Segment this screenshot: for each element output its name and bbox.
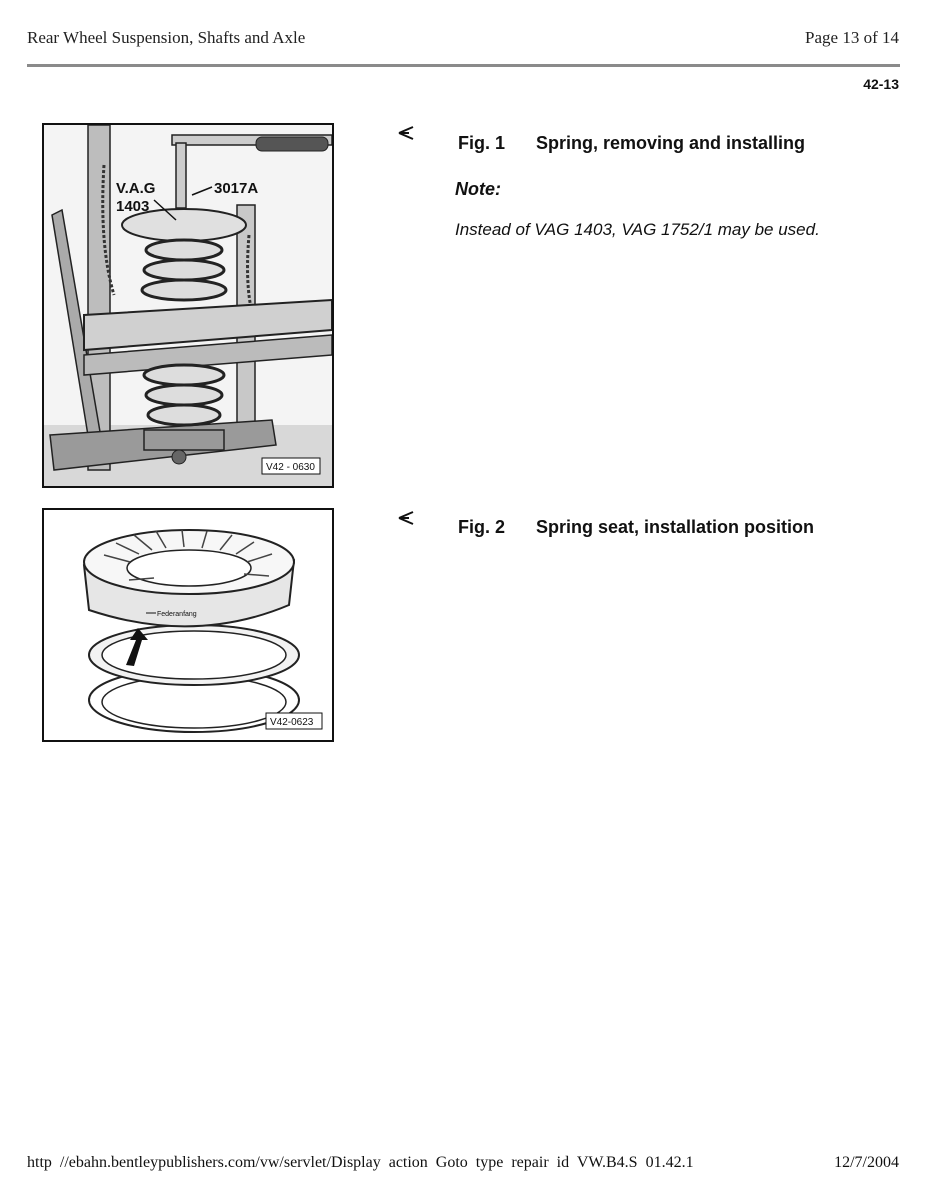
figure-1-label: Fig. 1 — [458, 133, 506, 153]
pointer-arrow-icon — [397, 510, 417, 526]
document-title: Rear Wheel Suspension, Shafts and Axle — [27, 28, 306, 47]
callout-vag: V.A.G — [116, 180, 156, 197]
note-text: Instead of VAG 1403, VAG 1752/1 may be used. — [455, 220, 820, 239]
figure-1-title: Spring, removing and installing — [536, 133, 806, 153]
figure-2-label: Fig. 2 — [458, 517, 506, 537]
figure-2-code: V42-0623 — [270, 717, 314, 728]
figure-1-code: V42 - 0630 — [266, 462, 315, 473]
note-label: Note: — [455, 179, 501, 199]
figure-2-image — [42, 508, 334, 742]
footer-date: 12/7/2004 — [834, 1154, 899, 1171]
header-divider — [27, 64, 900, 67]
figure-1-image — [42, 123, 334, 488]
page-number: Page 13 of 14 — [805, 28, 899, 47]
footer-url: http //ebahn.bentleypublishers.com/vw/servlet/Display action Goto type repair id VW.B4.S 01.42.1 — [27, 1154, 694, 1171]
figure-2-title: Spring seat, installation position — [536, 517, 815, 537]
pointer-arrow-icon — [397, 125, 417, 141]
callout-1403: 1403 — [116, 198, 150, 215]
callout-3017a: 3017A — [214, 180, 259, 197]
section-code: 42-13 — [863, 76, 899, 92]
callout-federanfang: Federanfang — [157, 611, 197, 618]
